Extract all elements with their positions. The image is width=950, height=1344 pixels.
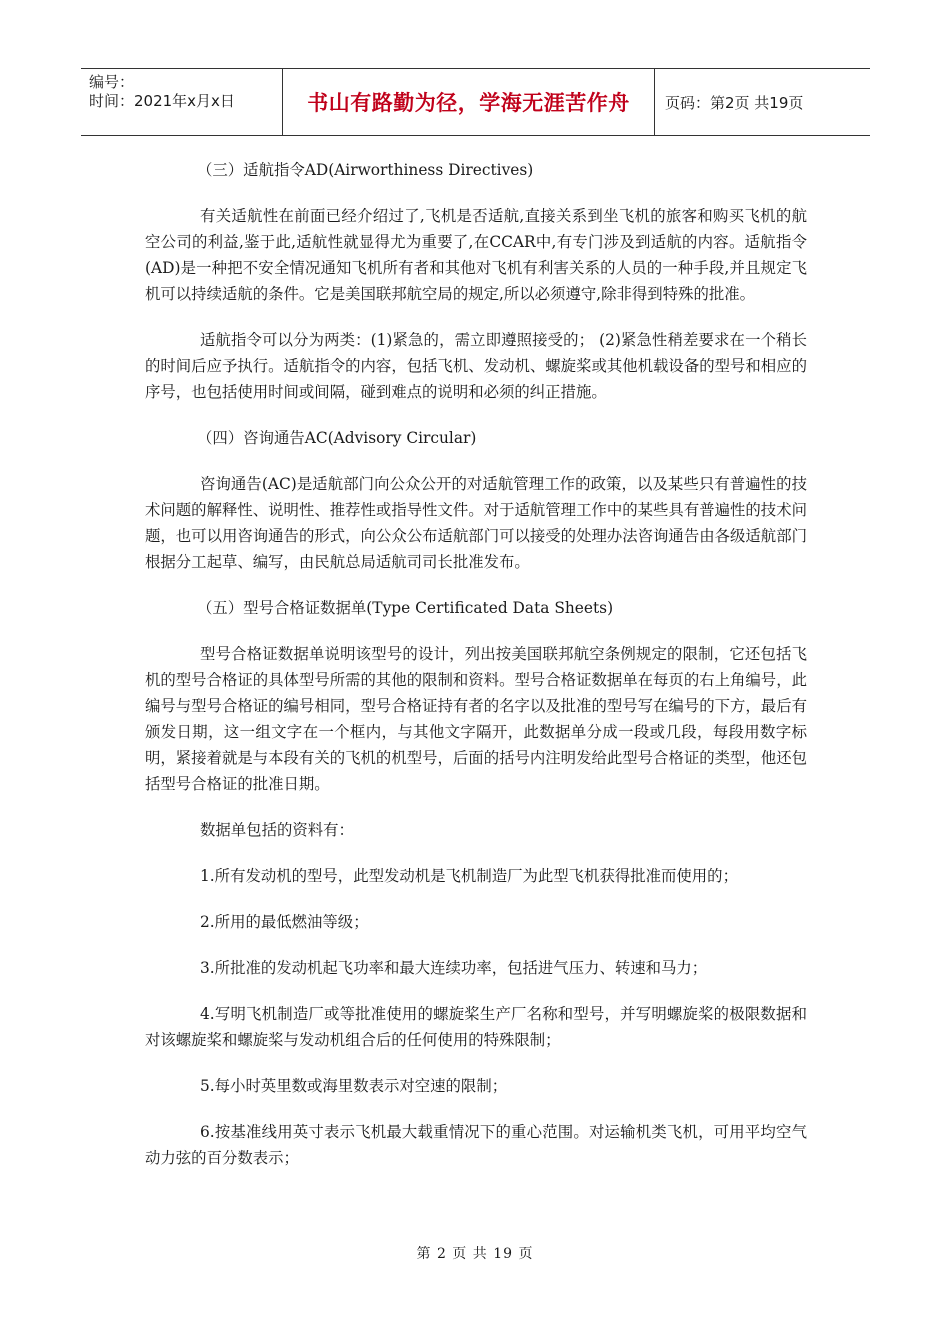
document-date: 时间：2021年x月x日: [89, 92, 235, 110]
page-header: [81, 68, 870, 136]
document-body: [145, 157, 807, 1171]
document-number-label: 编号：: [89, 73, 135, 91]
header-motto-cell: [283, 69, 655, 135]
section-heading-tcds: （五）型号合格证数据单(Type Certificated Data Sheets): [197, 599, 614, 617]
paragraph-ac: 咨询通告(AC)是适航部门向公众公开的对适航管理工作的政策，以及某些只有普遍性的技术问题的解释性、说明性、推荐性或指导性文件。对于适航管理工作中的某些具有普遍性的技术问题，也可以用咨询通告的形式，向公众公布适航部门可以接受的处理办法咨询通告由各级适航部门根据分工起草、编写，由民航总局适航司司长批准发布。: [145, 475, 807, 571]
paragraph-tcds-contents: 数据单包括的资料有：: [200, 821, 354, 839]
list-item: 4.写明飞机制造厂或等批准使用的螺旋桨生产厂名称和型号，并写明螺旋桨的极限数据和对该螺旋桨和螺旋桨与发动机组合后的任何使用的特殊限制；: [145, 1005, 807, 1049]
paragraph-ad-intro: 有关适航性在前面已经介绍过了,飞机是否适航,直接关系到坐飞机的旅客和购买飞机的航空公司的利益,鉴于此,适航性就显得尤为重要了,在CCAR中,有专门涉及到适航的内容。适航指令(AD)是一种把不安全情况通知飞机所有者和其他对飞机有利害关系的人员的一种手段,并且规定飞机可以持续适航的条件。它是美国联邦航空局的规定,所以必须遵守,除非得到特殊的批准。: [145, 207, 807, 303]
list-item: 1.所有发动机的型号，此型发动机是飞机制造厂为此型飞机获得批准而使用的；: [200, 867, 738, 885]
header-meta: [81, 69, 283, 135]
paragraph-tcds: 型号合格证数据单说明该型号的设计，列出按美国联邦航空条例规定的限制，它还包括飞机的型号合格证的具体型号所需的其他的限制和资料。型号合格证数据单在每页的右上角编号，此编号与型号合格证的编号相同，型号合格证持有者的名字以及批准的型号写在编号的下方，最后有颁发日期，这一组文字在一个框内，与其他文字隔开，此数据单分成一段或几段，每段用数字标明，紧接着就是与本段有关的飞机的机型号，后面的括号内注明发给此型号合格证的类型，他还包括型号合格证的批准日期。: [145, 645, 807, 793]
list-item: 6.按基准线用英寸表示飞机最大载重情况下的重心范围。对运输机类飞机，可用平均空气动力弦的百分数表示；: [145, 1123, 807, 1167]
header-motto: 书山有路勤为径，学海无涯苦作舟: [307, 91, 630, 115]
list-item: 5.每小时英里数或海里数表示对空速的限制；: [200, 1077, 508, 1095]
list-item: 3.所批准的发动机起飞功率和最大连续功率，包括进气压力、转速和马力；: [200, 959, 708, 977]
list-item: 2.所用的最低燃油等级；: [200, 913, 369, 931]
section-heading-ad: （三）适航指令AD(Airworthiness Directives): [197, 161, 534, 179]
section-heading-ac: （四）咨询通告AC(Advisory Circular): [197, 429, 477, 447]
header-page-number: 页码：第2页 共19页: [665, 93, 804, 112]
page-footer: 第 2 页 共 19 页: [416, 1246, 534, 1262]
paragraph-ad-types: 适航指令可以分为两类：(1)紧急的，需立即遵照接受的； (2)紧急性稍差要求在一个稍长的时间后应予执行。适航指令的内容，包括飞机、发动机、螺旋桨或其他机载设备的型号和相应的序号，也包括使用时间或间隔，碰到难点的说明和必须的纠正措施。: [145, 331, 807, 401]
header-page-cell: [655, 69, 870, 135]
